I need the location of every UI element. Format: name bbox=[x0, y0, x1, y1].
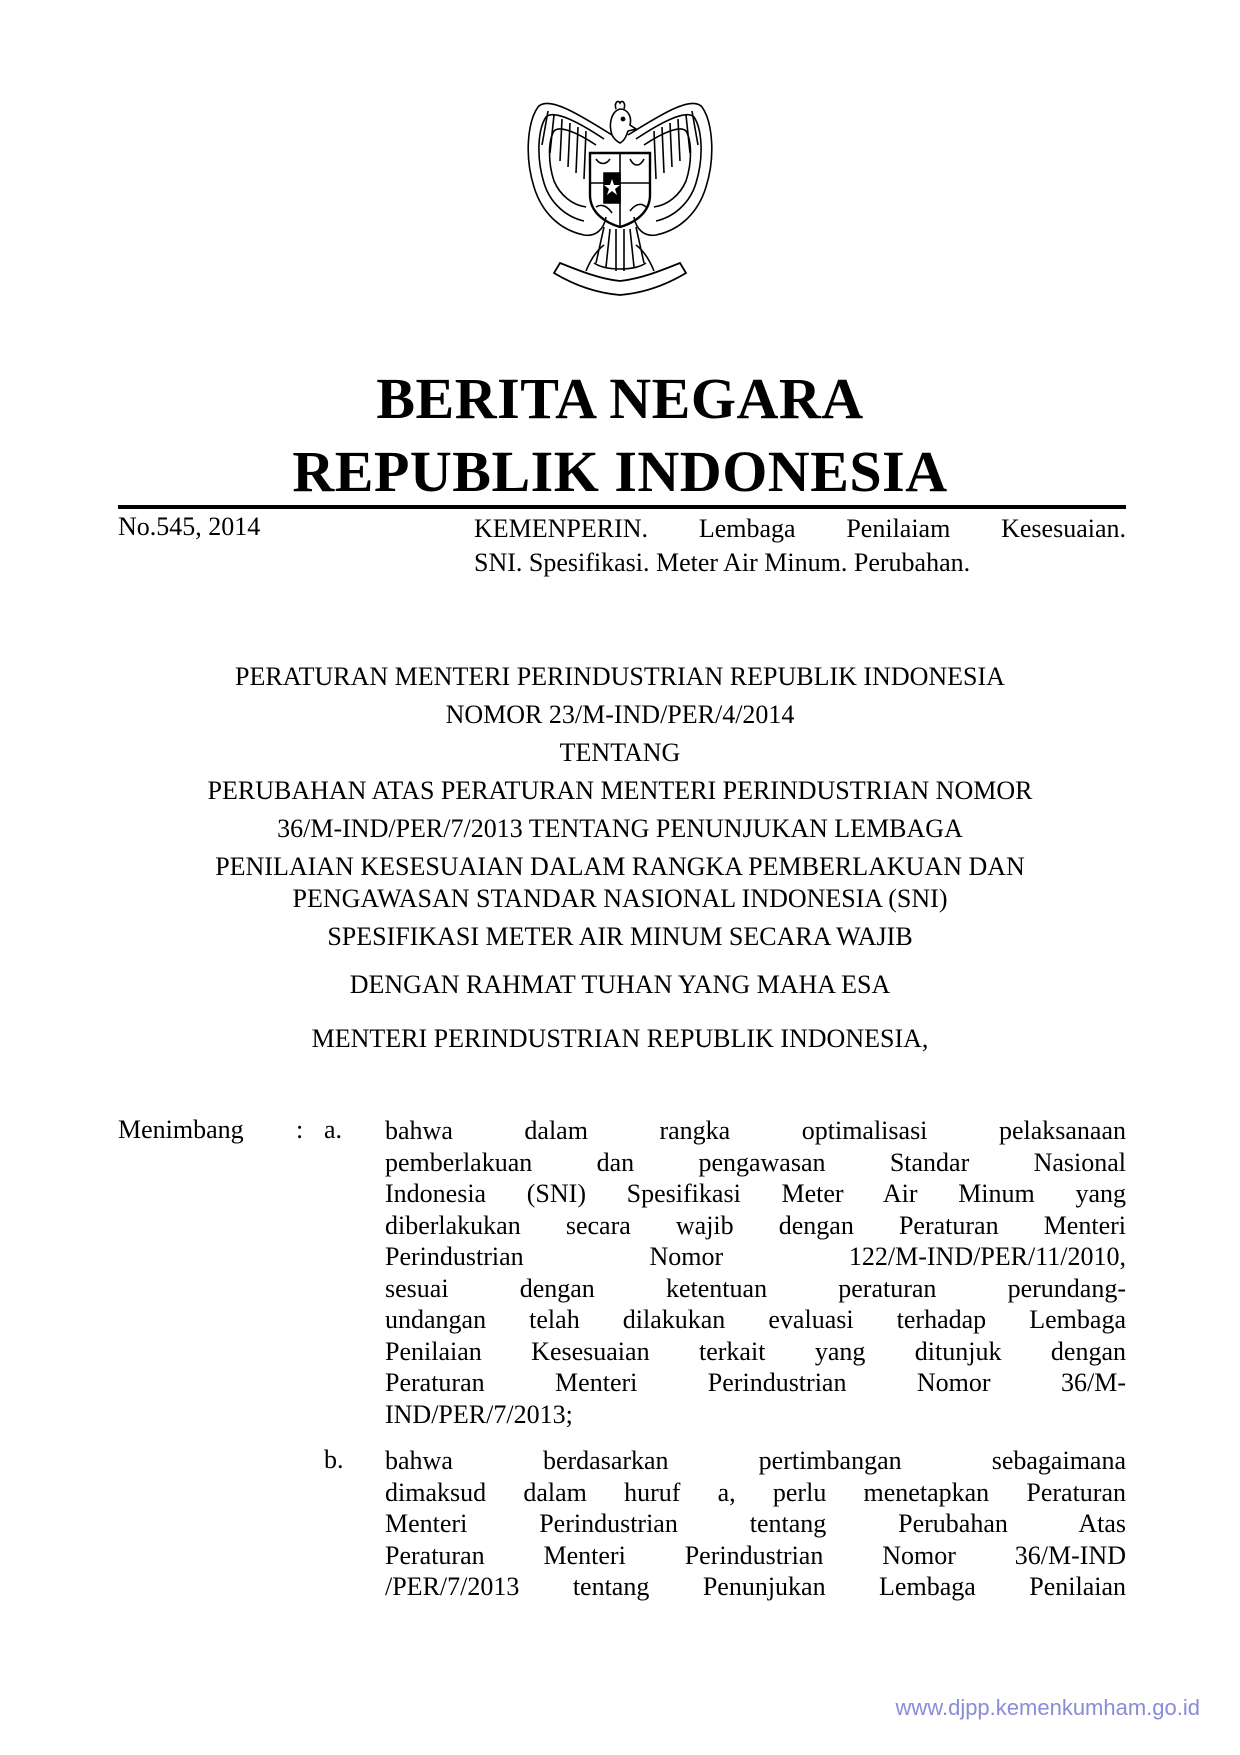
publication-subject bbox=[474, 512, 1126, 580]
item-b-line: dimaksud dalam huruf a, perlu menetapkan Peraturan bbox=[385, 1477, 1126, 1507]
regulation-subject-line1: PERUBAHAN ATAS PERATURAN MENTERI PERINDUSTRIAN NOMOR bbox=[207, 776, 1033, 805]
item-a-line: Peraturan Menteri Perindustrian Nomor 36/M- bbox=[385, 1368, 1126, 1397]
item-a-text bbox=[385, 1115, 1126, 1430]
subject-line2: SNI. Spesifikasi. Meter Air Minum. Perubahan. bbox=[474, 548, 971, 577]
item-a-line: Penilaian Kesesuaian terkait yang ditunjuk dengan bbox=[385, 1336, 1126, 1366]
source-website-link[interactable]: www.djpp.kemenkumham.go.id bbox=[895, 1695, 1200, 1720]
item-a-line: pemberlakuan dan pengawasan Standar Nasional bbox=[385, 1147, 1126, 1177]
header-divider bbox=[118, 505, 1126, 509]
item-b-marker: b. bbox=[324, 1445, 344, 1474]
item-a-line: Perindustrian Nomor 122/M-IND/PER/11/2010, bbox=[385, 1242, 1126, 1271]
item-b-line: Peraturan Menteri Perindustrian Nomor 36/M-IND bbox=[385, 1540, 1126, 1570]
item-a-line: bahwa dalam rangka optimalisasi pelaksanaan bbox=[385, 1116, 1126, 1145]
subject-line1: KEMENPERIN. Lembaga Penilaiam Kesesuaian. bbox=[474, 514, 1126, 543]
regulation-subject-line5: SPESIFIKASI METER AIR MINUM SECARA WAJIB bbox=[327, 922, 913, 951]
regulation-subject-line4: PENGAWASAN STANDAR NASIONAL INDONESIA (SNI) bbox=[292, 884, 948, 913]
regulation-subject-line2: 36/M-IND/PER/7/2013 TENTANG PENUNJUKAN LEMBAGA bbox=[277, 814, 963, 843]
considering-label: Menimbang bbox=[118, 1115, 244, 1144]
regulation-title: PERATURAN MENTERI PERINDUSTRIAN REPUBLIK INDONESIA bbox=[235, 662, 1005, 691]
publication-title-line2: REPUBLIK INDONESIA bbox=[292, 439, 948, 504]
publication-title-line1: BERITA NEGARA bbox=[376, 366, 864, 431]
minister-line: MENTERI PERINDUSTRIAN REPUBLIK INDONESIA, bbox=[311, 1024, 929, 1053]
garuda-emblem bbox=[520, 95, 720, 300]
item-b-text bbox=[385, 1445, 1126, 1603]
item-a-line: diberlakukan secara wajib dengan Peraturan Menteri bbox=[385, 1210, 1126, 1240]
item-a-line: undangan telah dilakukan evaluasi terhadap Lembaga bbox=[385, 1305, 1126, 1334]
item-a-line: sesuai dengan ketentuan peraturan perundang- bbox=[385, 1273, 1126, 1303]
item-a-line: IND/PER/7/2013; bbox=[385, 1399, 573, 1429]
item-b-line: /PER/7/2013 tentang Penunjukan Lembaga Penilaian bbox=[385, 1572, 1126, 1601]
item-a-line: Indonesia (SNI) Spesifikasi Meter Air Minum yang bbox=[385, 1179, 1126, 1208]
divine-grace-line: DENGAN RAHMAT TUHAN YANG MAHA ESA bbox=[349, 970, 891, 999]
regulation-number: NOMOR 23/M-IND/PER/4/2014 bbox=[445, 700, 795, 729]
regulation-subject-line3: PENILAIAN KESESUAIAN DALAM RANGKA PEMBERLAKUAN DAN bbox=[215, 852, 1025, 881]
item-b-line: bahwa berdasarkan pertimbangan sebagaimana bbox=[385, 1446, 1126, 1475]
item-a-marker: a. bbox=[324, 1115, 343, 1144]
publication-number: No.545, 2014 bbox=[118, 512, 261, 541]
item-b-line: Menteri Perindustrian tentang Perubahan Atas bbox=[385, 1509, 1126, 1538]
regulation-about: TENTANG bbox=[559, 738, 681, 767]
considering-colon: : bbox=[296, 1115, 304, 1144]
